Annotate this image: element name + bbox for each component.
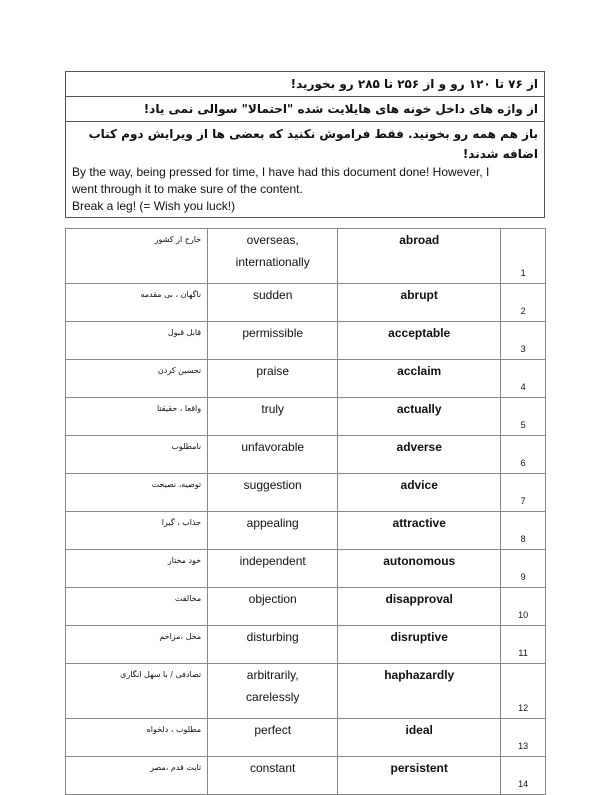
vocab-word: attractive bbox=[338, 512, 501, 550]
table-row bbox=[66, 322, 546, 360]
synonym: disturbing bbox=[208, 626, 338, 664]
row-number: 6 bbox=[501, 436, 546, 474]
row-number: 4 bbox=[501, 360, 546, 398]
vocab-word: adverse bbox=[338, 436, 501, 474]
synonym: arbitrarily, bbox=[246, 668, 299, 682]
synonym: unfavorable bbox=[208, 436, 338, 474]
synonym-cont: carelessly bbox=[246, 690, 300, 704]
vocab-word: disapproval bbox=[338, 588, 501, 626]
table-row bbox=[66, 757, 546, 795]
synonym: permissible bbox=[208, 322, 338, 360]
note-row-3 bbox=[66, 122, 545, 218]
persian-meaning: تصادفی / با سهل انگاری bbox=[66, 664, 208, 719]
row-number: 11 bbox=[501, 626, 546, 664]
table-row bbox=[66, 284, 546, 322]
synonym: constant bbox=[208, 757, 338, 795]
table-row bbox=[66, 436, 546, 474]
persian-meaning: تحسین کردن bbox=[66, 360, 208, 398]
persian-meaning: قابل قبول bbox=[66, 322, 208, 360]
persian-meaning: خود مختار bbox=[66, 550, 208, 588]
vocab-word: haphazardly bbox=[338, 664, 501, 719]
vocab-word: acceptable bbox=[338, 322, 501, 360]
synonym: suggestion bbox=[208, 474, 338, 512]
row-number: 8 bbox=[501, 512, 546, 550]
note-row-2 bbox=[66, 97, 545, 122]
vocab-word: acclaim bbox=[338, 360, 501, 398]
table-row bbox=[66, 360, 546, 398]
note-line-3-english-b: went through it to make sure of the content. bbox=[72, 182, 303, 196]
note-row-1 bbox=[66, 72, 545, 97]
persian-meaning: نامطلوب bbox=[66, 436, 208, 474]
row-number: 12 bbox=[501, 664, 546, 719]
table-row bbox=[66, 474, 546, 512]
table-row bbox=[66, 550, 546, 588]
note-line-3-persian: باز هم همه رو بخونید. فقط فراموش نکنید که بعضی ها از ویرایش دوم کتاب اضافه شدند! bbox=[88, 127, 538, 161]
synonym: truly bbox=[208, 398, 338, 436]
row-number: 7 bbox=[501, 474, 546, 512]
vocab-word: autonomous bbox=[338, 550, 501, 588]
row-number: 9 bbox=[501, 550, 546, 588]
row-number: 14 bbox=[501, 757, 546, 795]
table-row bbox=[66, 719, 546, 757]
row-number: 13 bbox=[501, 719, 546, 757]
row-number: 2 bbox=[501, 284, 546, 322]
note-line-3-english-c: Break a leg! (= Wish you luck!) bbox=[72, 199, 236, 213]
row-number: 1 bbox=[501, 229, 546, 284]
persian-meaning: خارج از کشور bbox=[66, 229, 208, 284]
synonym: appealing bbox=[208, 512, 338, 550]
note-line-2: از واژه های داخل خونه های هایلایت شده "احتمالا" سوالی نمی یاد! bbox=[66, 97, 545, 122]
notes-box bbox=[65, 71, 545, 218]
persian-meaning: مخالفت bbox=[66, 588, 208, 626]
synonym: perfect bbox=[208, 719, 338, 757]
table-row bbox=[66, 588, 546, 626]
row-number: 5 bbox=[501, 398, 546, 436]
vocab-word: disruptive bbox=[338, 626, 501, 664]
vocab-word: ideal bbox=[338, 719, 501, 757]
synonym-cell bbox=[208, 664, 338, 719]
table-row bbox=[66, 229, 546, 284]
synonym-cont: internationally bbox=[235, 255, 310, 269]
table-row bbox=[66, 626, 546, 664]
note-line-3-english-a: By the way, being pressed for time, I have had this document done! However, I bbox=[72, 165, 490, 179]
persian-meaning: واقعا ، حقیقتا bbox=[66, 398, 208, 436]
synonym: sudden bbox=[208, 284, 338, 322]
vocab-word: persistent bbox=[338, 757, 501, 795]
table-row bbox=[66, 398, 546, 436]
persian-meaning: مطلوب ، دلخواه bbox=[66, 719, 208, 757]
persian-meaning: ناگهان ، بی مقدمه bbox=[66, 284, 208, 322]
synonym: praise bbox=[208, 360, 338, 398]
persian-meaning: جذاب ، گیرا bbox=[66, 512, 208, 550]
vocab-word: abroad bbox=[338, 229, 501, 284]
vocab-word: actually bbox=[338, 398, 501, 436]
note-cell-3 bbox=[66, 122, 545, 218]
persian-meaning: مخل ،مزاحم bbox=[66, 626, 208, 664]
synonym-cell bbox=[208, 229, 338, 284]
synonym: objection bbox=[208, 588, 338, 626]
synonym: independent bbox=[208, 550, 338, 588]
synonym: overseas, bbox=[246, 233, 299, 247]
row-number: 3 bbox=[501, 322, 546, 360]
persian-meaning: توصیه، نصیحت bbox=[66, 474, 208, 512]
row-number: 10 bbox=[501, 588, 546, 626]
table-row bbox=[66, 512, 546, 550]
table-row bbox=[66, 664, 546, 719]
note-line-1: از ۷۶ تا ۱۲۰ رو و از ۲۵۶ تا ۲۸۵ رو بخورید! bbox=[66, 72, 545, 97]
vocab-word: advice bbox=[338, 474, 501, 512]
vocab-word: abrupt bbox=[338, 284, 501, 322]
persian-meaning: ثابت قدم ،مصر bbox=[66, 757, 208, 795]
vocab-table bbox=[65, 228, 546, 795]
